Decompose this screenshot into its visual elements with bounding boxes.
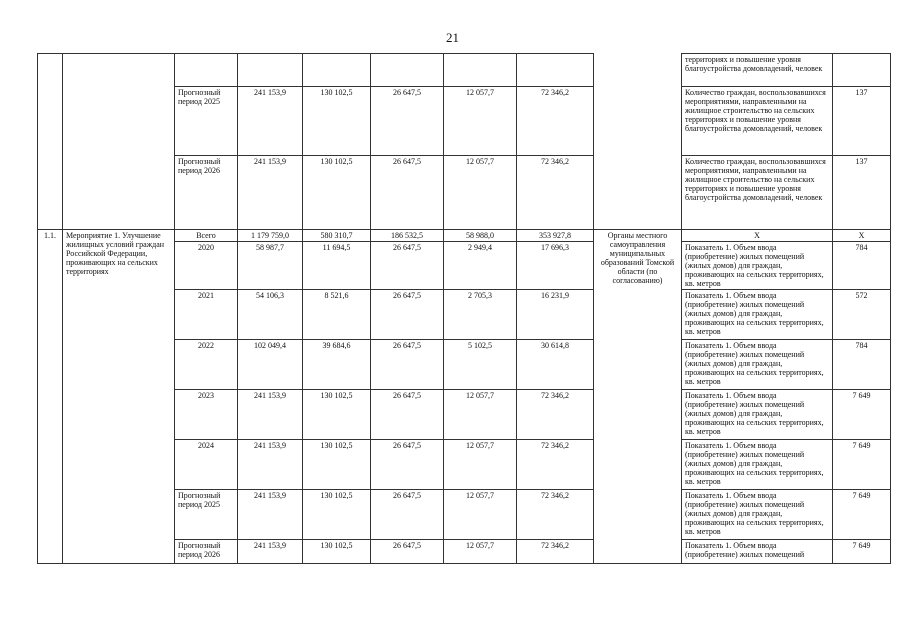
indicator-cell: X	[682, 230, 833, 242]
regional-cell: 26 647,5	[371, 440, 444, 490]
extrabudget-cell: 72 346,2	[517, 156, 594, 230]
extrabudget-cell: 16 231,9	[517, 290, 594, 340]
regional-cell: 26 647,5	[371, 156, 444, 230]
table-row	[38, 230, 891, 242]
sum-cell: 241 153,9	[238, 390, 303, 440]
name-cell	[63, 156, 175, 230]
extrabudget-cell: 72 346,2	[517, 540, 594, 564]
regional-cell	[371, 54, 444, 87]
local-cell: 2 949,4	[444, 242, 517, 290]
extrabudget-cell: 30 614,8	[517, 340, 594, 390]
extrabudget-cell	[517, 54, 594, 87]
table-row	[38, 156, 891, 230]
value-cell: X	[833, 230, 891, 242]
regional-cell: 26 647,5	[371, 340, 444, 390]
local-cell: 12 057,7	[444, 490, 517, 540]
sum-cell: 241 153,9	[238, 440, 303, 490]
period-cell: 2021	[175, 290, 238, 340]
measure-code-cell: 1.1.	[38, 230, 63, 564]
regional-cell: 186 532,5	[371, 230, 444, 242]
executor-cell	[594, 87, 682, 156]
period-cell	[175, 54, 238, 87]
extrabudget-cell: 72 346,2	[517, 440, 594, 490]
local-cell: 2 705,3	[444, 290, 517, 340]
period-cell: 2024	[175, 440, 238, 490]
federal-cell: 130 102,5	[303, 440, 371, 490]
value-cell: 784	[833, 242, 891, 290]
local-cell: 12 057,7	[444, 156, 517, 230]
regional-cell: 26 647,5	[371, 490, 444, 540]
code-cell	[38, 54, 63, 87]
table-row	[38, 54, 891, 87]
page-number: 21	[446, 30, 459, 45]
indicator-cell: Показатель 1. Объем ввода (приобретение) жилых помещений (жилых домов) для граждан, проживающих на сельских территориях, кв. метров	[682, 290, 833, 340]
executor-cell	[594, 54, 682, 87]
code-cell	[38, 87, 63, 156]
period-cell: 2020	[175, 242, 238, 290]
extrabudget-cell: 72 346,2	[517, 87, 594, 156]
extrabudget-cell: 353 927,8	[517, 230, 594, 242]
code-cell	[38, 156, 63, 230]
value-cell: 7 649	[833, 540, 891, 564]
sum-cell: 54 106,3	[238, 290, 303, 340]
extrabudget-cell: 17 696,3	[517, 242, 594, 290]
extrabudget-cell: 72 346,2	[517, 390, 594, 440]
period-cell: 2023	[175, 390, 238, 440]
local-cell: 12 057,7	[444, 87, 517, 156]
sum-cell: 58 987,7	[238, 242, 303, 290]
period-cell: Прогнозный период 2026	[175, 540, 238, 564]
local-cell: 12 057,7	[444, 390, 517, 440]
federal-cell	[303, 54, 371, 87]
table-body	[38, 54, 891, 564]
value-cell: 7 649	[833, 440, 891, 490]
indicator-cell: Количество граждан, воспользовавшихся мероприятиями, направленными на жилищное строительство на сельских территориях и повышение уровня благоустройства домовладений, человек	[682, 87, 833, 156]
regional-cell: 26 647,5	[371, 87, 444, 156]
federal-cell: 11 694,5	[303, 242, 371, 290]
local-cell: 58 988,0	[444, 230, 517, 242]
local-cell	[444, 54, 517, 87]
measure-name-cell: Мероприятие 1. Улучшение жилищных условий граждан Российской Федерации, проживающих на сельских территориях	[63, 230, 175, 564]
value-cell: 137	[833, 156, 891, 230]
value-cell: 137	[833, 87, 891, 156]
local-cell: 5 102,5	[444, 340, 517, 390]
extrabudget-cell: 72 346,2	[517, 490, 594, 540]
sum-cell: 241 153,9	[238, 540, 303, 564]
federal-cell: 130 102,5	[303, 156, 371, 230]
indicator-cell: Показатель 1. Объем ввода (приобретение) жилых помещений (жилых домов) для граждан, проживающих на сельских территориях, кв. метров	[682, 340, 833, 390]
federal-cell: 130 102,5	[303, 490, 371, 540]
value-cell: 784	[833, 340, 891, 390]
period-cell: Прогнозный период 2025	[175, 490, 238, 540]
sum-cell: 1 179 759,0	[238, 230, 303, 242]
indicator-cell: Количество граждан, воспользовавшихся мероприятиями, направленными на жилищное строительство на сельских территориях и повышение уровня благоустройства домовладений, человек	[682, 156, 833, 230]
indicator-cell: Показатель 1. Объем ввода (приобретение) жилых помещений (жилых домов) для граждан, проживающих на сельских территориях, кв. метров	[682, 242, 833, 290]
local-cell: 12 057,7	[444, 540, 517, 564]
indicator-cell: Показатель 1. Объем ввода (приобретение) жилых помещений (жилых домов) для граждан, проживающих на сельских территориях, кв. метров	[682, 490, 833, 540]
federal-cell: 130 102,5	[303, 540, 371, 564]
value-cell: 572	[833, 290, 891, 340]
regional-cell: 26 647,5	[371, 290, 444, 340]
sum-cell: 241 153,9	[238, 156, 303, 230]
federal-cell: 130 102,5	[303, 87, 371, 156]
federal-cell: 580 310,7	[303, 230, 371, 242]
indicator-cell: Показатель 1. Объем ввода (приобретение) жилых помещений (жилых домов) для граждан, проживающих на сельских территориях, кв. метров	[682, 440, 833, 490]
federal-cell: 8 521,6	[303, 290, 371, 340]
value-cell	[833, 54, 891, 87]
program-table	[37, 53, 891, 564]
period-cell: 2022	[175, 340, 238, 390]
indicator-cell: территориях и повышение уровня благоустройства домовладений, человек	[682, 54, 833, 87]
indicator-cell: Показатель 1. Объем ввода (приобретение) жилых помещений	[682, 540, 833, 564]
sum-cell	[238, 54, 303, 87]
measure-executor-cell: Органы местного самоуправления муниципальных образований Томской области (по согласованию)	[594, 230, 682, 564]
period-cell: Прогнозный период 2026	[175, 156, 238, 230]
sum-cell: 102 049,4	[238, 340, 303, 390]
indicator-cell: Показатель 1. Объем ввода (приобретение) жилых помещений (жилых домов) для граждан, проживающих на сельских территориях, кв. метров	[682, 390, 833, 440]
value-cell: 7 649	[833, 390, 891, 440]
federal-cell: 39 684,6	[303, 340, 371, 390]
name-cell	[63, 87, 175, 156]
executor-cell	[594, 156, 682, 230]
period-cell: Всего	[175, 230, 238, 242]
regional-cell: 26 647,5	[371, 242, 444, 290]
sum-cell: 241 153,9	[238, 87, 303, 156]
period-cell: Прогнозный период 2025	[175, 87, 238, 156]
value-cell: 7 649	[833, 490, 891, 540]
name-cell	[63, 54, 175, 87]
regional-cell: 26 647,5	[371, 390, 444, 440]
local-cell: 12 057,7	[444, 440, 517, 490]
table-row	[38, 87, 891, 156]
regional-cell: 26 647,5	[371, 540, 444, 564]
sum-cell: 241 153,9	[238, 490, 303, 540]
federal-cell: 130 102,5	[303, 390, 371, 440]
